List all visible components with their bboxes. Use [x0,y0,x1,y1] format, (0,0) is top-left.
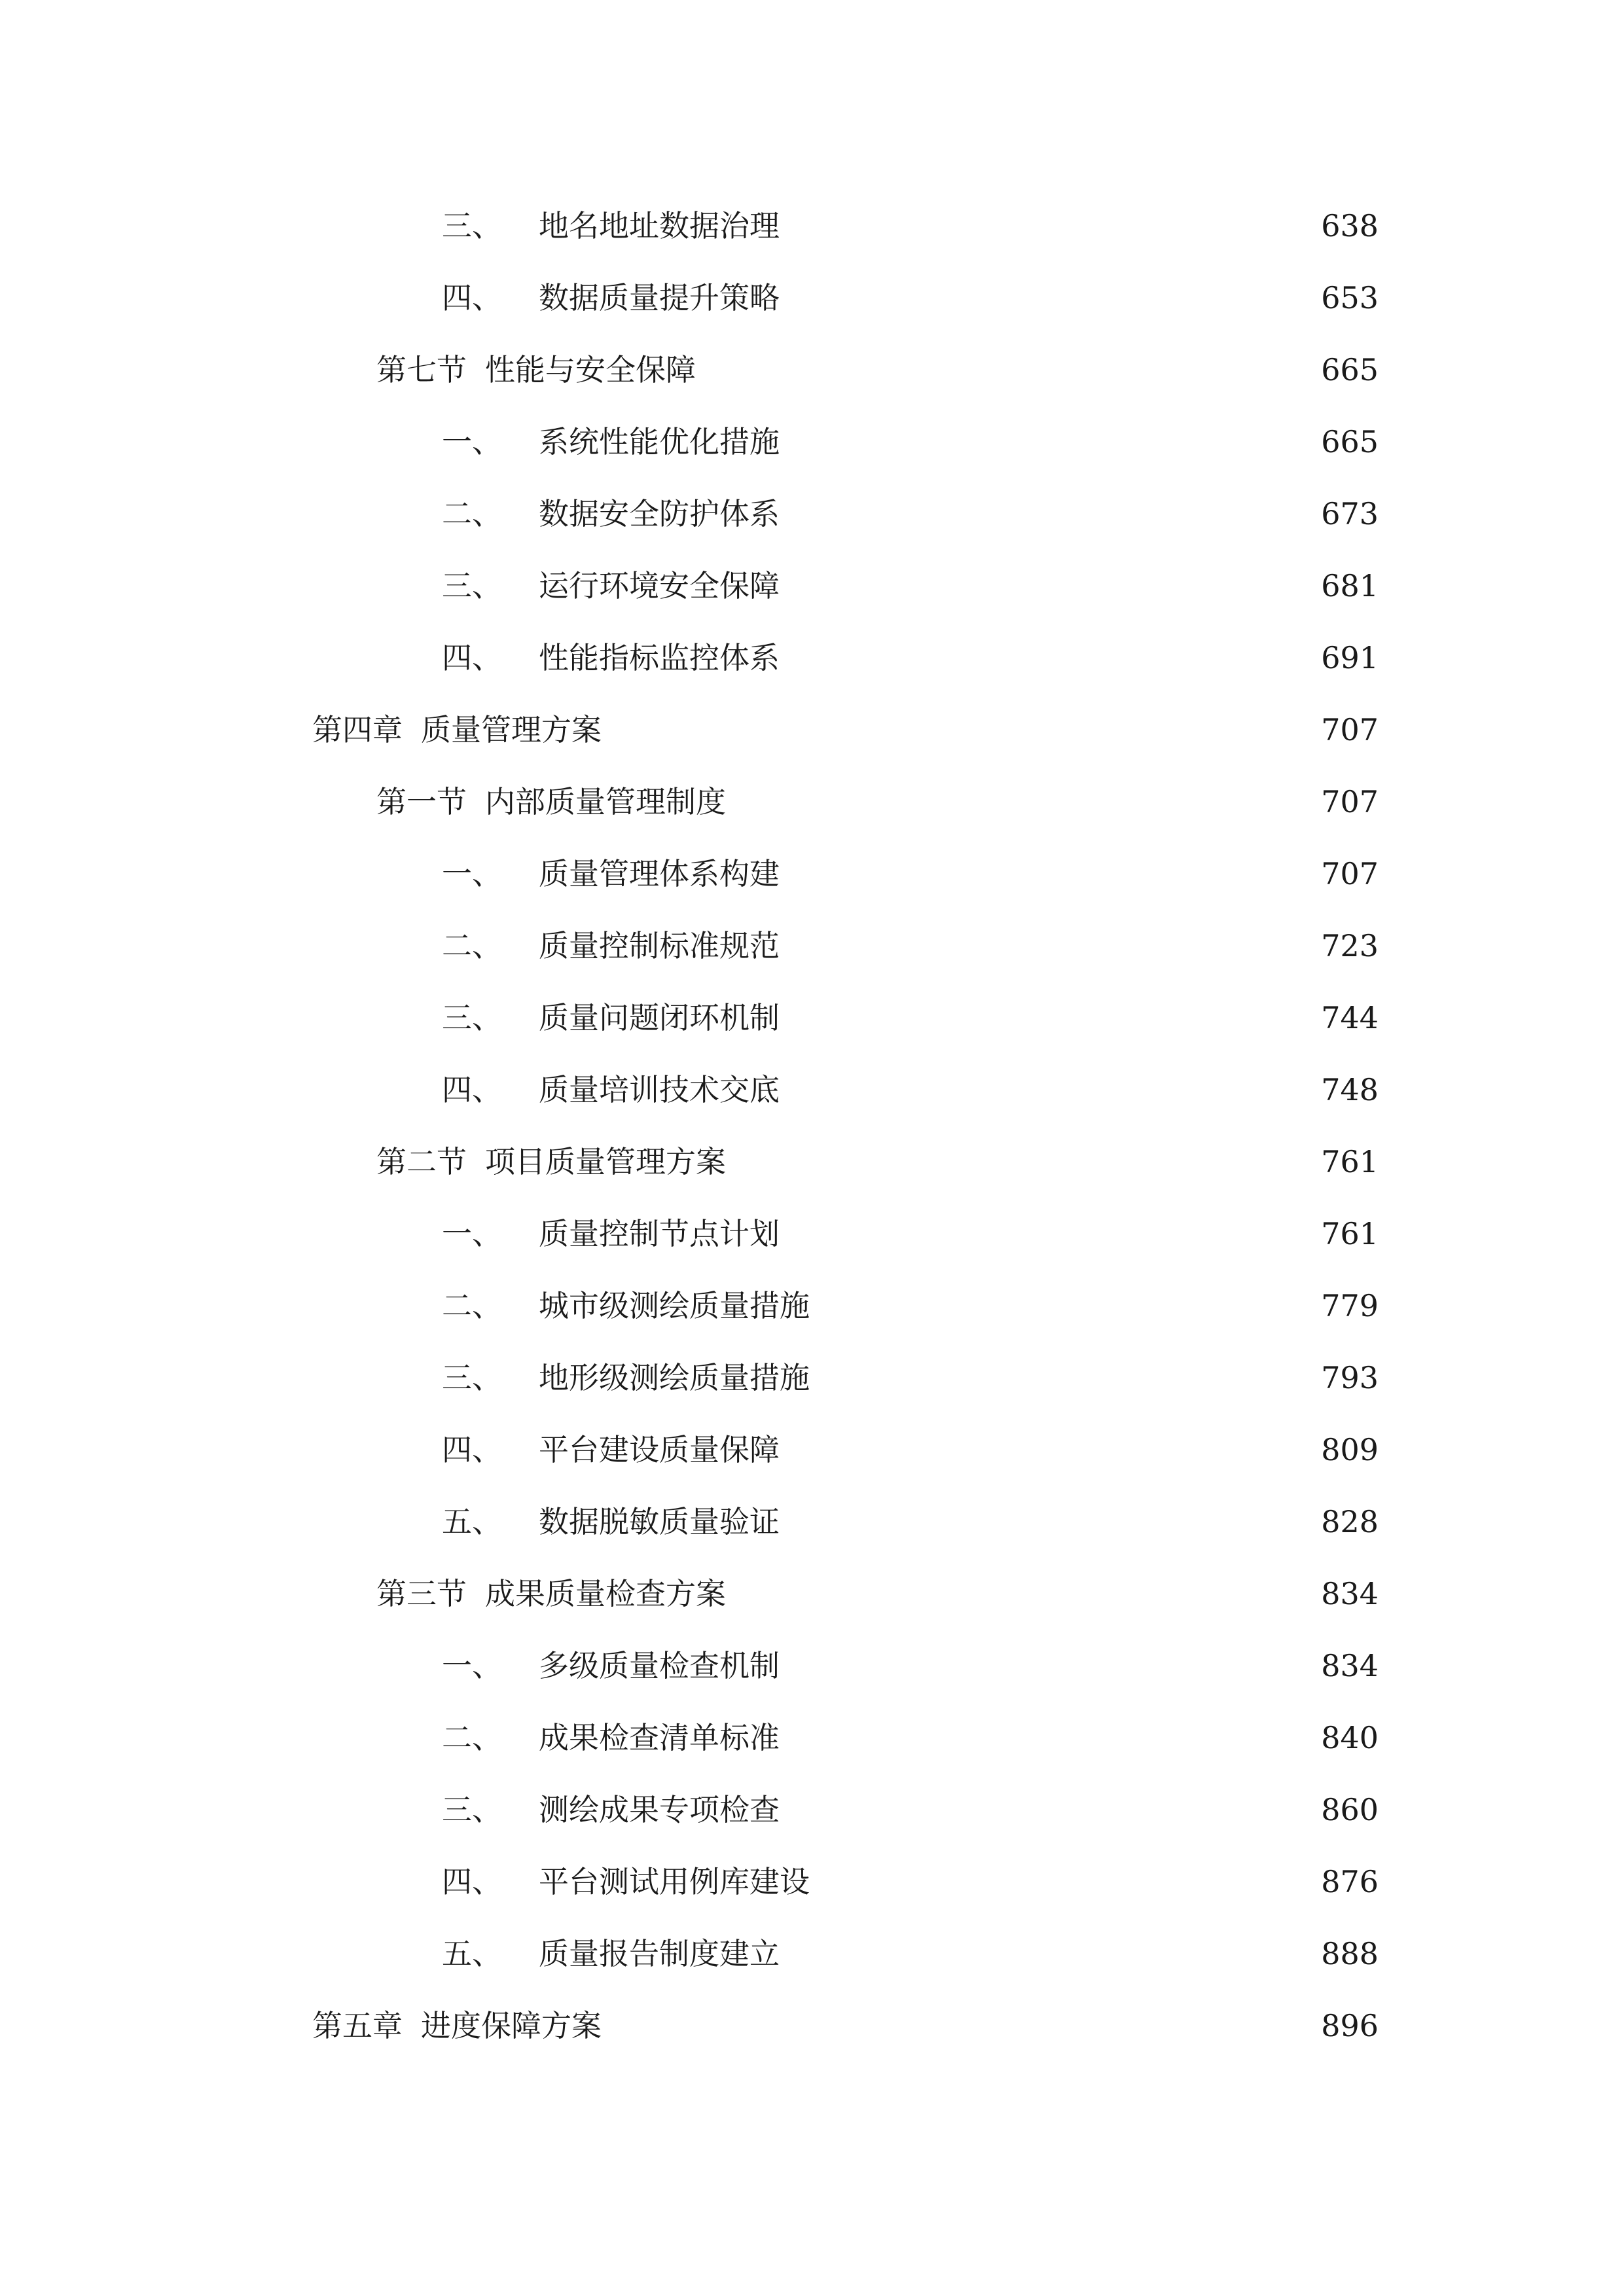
dot-leader [819,1363,1307,1393]
toc-entry-title: 成果质量检查方案 [485,1576,726,1611]
dot-leader [789,1507,1307,1537]
toc-entry-label [442,1072,780,1107]
toc-entry-number: 四、 [442,640,502,675]
toc-entry-number: 四、 [442,280,502,315]
toc-entry-level-3[interactable] [0,910,1624,982]
toc-entry-number: 二、 [442,928,502,963]
toc-entry-page-number: 779 [1321,1288,1379,1323]
toc-entry-number: 一、 [442,856,502,891]
toc-entry-label [442,1792,780,1827]
toc-entry-page-number: 828 [1321,1504,1379,1539]
toc-entry-level-3[interactable] [0,1198,1624,1270]
toc-entry-label [442,1000,780,1035]
toc-entry-level-3[interactable] [0,262,1624,334]
dot-leader [735,1579,1307,1609]
toc-entry-level-3[interactable] [0,1774,1624,1846]
toc-entry-level-2[interactable] [0,334,1624,406]
toc-entry-page-number: 744 [1321,1000,1379,1035]
toc-entry-page-number: 761 [1321,1216,1379,1251]
dot-leader [735,787,1307,817]
toc-entry-level-3[interactable] [0,1270,1624,1342]
toc-entry-number: 三、 [442,568,502,603]
toc-entry-level-3[interactable] [0,1054,1624,1126]
toc-entry-title: 数据安全防护体系 [539,496,780,531]
dot-leader [789,1723,1307,1753]
toc-entry-number: 三、 [442,208,502,243]
toc-entry-number: 第一节 [376,784,467,819]
toc-entry-label [442,208,780,243]
toc-entry-level-3[interactable] [0,982,1624,1054]
toc-entry-label [442,640,780,675]
toc-entry-level-3[interactable] [0,1486,1624,1558]
dot-leader [789,1219,1307,1249]
toc-entry-page-number: 809 [1321,1432,1379,1467]
toc-entry-page-number: 840 [1321,1720,1379,1755]
toc-entry-title: 性能指标监控体系 [539,640,780,675]
toc-entry-level-3[interactable] [0,550,1624,622]
toc-entry-page-number: 860 [1321,1792,1379,1827]
dot-leader [789,571,1307,601]
dot-leader [789,1795,1307,1825]
toc-entry-page-number: 793 [1321,1360,1379,1395]
dot-leader [819,1291,1307,1321]
toc-entry-level-3[interactable] [0,1414,1624,1486]
toc-entry-title: 系统性能优化措施 [539,424,780,459]
toc-entry-page-number: 707 [1321,784,1379,819]
toc-entry-label [442,1936,780,1971]
toc-entry-number: 二、 [442,1288,502,1323]
toc-entry-level-3[interactable] [0,1342,1624,1414]
dot-leader [789,427,1307,457]
toc-entry-label [442,928,780,963]
toc-entry-number: 第三节 [376,1576,467,1611]
toc-entry-page-number: 681 [1321,568,1379,603]
toc-entry-level-3[interactable] [0,838,1624,910]
toc-entry-label [442,280,780,315]
toc-entry-label [442,1216,780,1251]
toc-entry-page-number: 638 [1321,208,1379,243]
dot-leader [819,1867,1307,1897]
toc-entry-title: 平台测试用例库建设 [539,1864,810,1899]
toc-entry-label [376,1576,726,1611]
toc-entry-title: 运行环境安全保障 [539,568,780,603]
toc-entry-title: 城市级测绘质量措施 [539,1288,810,1323]
toc-entry-label [312,712,602,747]
toc-entry-level-3[interactable] [0,622,1624,694]
toc-entry-label [442,1432,780,1467]
toc-entry-label [442,568,780,603]
toc-entry-label [376,784,726,819]
toc-entry-title: 地名地址数据治理 [539,208,780,243]
toc-entry-level-2[interactable] [0,1558,1624,1630]
toc-entry-number: 三、 [442,1792,502,1827]
toc-entry-number: 二、 [442,1720,502,1755]
toc-entry-page-number: 691 [1321,640,1379,675]
toc-entry-page-number: 723 [1321,928,1379,963]
toc-entry-title: 测绘成果专项检查 [539,1792,780,1827]
toc-entry-number: 一、 [442,1216,502,1251]
toc-entry-page-number: 665 [1321,424,1379,459]
toc-entry-number: 五、 [442,1504,502,1539]
dot-leader [789,1075,1307,1105]
toc-entry-title: 平台建设质量保障 [539,1432,780,1467]
toc-entry-number: 一、 [442,1648,502,1683]
toc-entry-number: 第五章 [312,2008,403,2043]
toc-entry-label [442,424,780,459]
toc-entry-level-3[interactable] [0,1918,1624,1990]
toc-entry-page-number: 707 [1321,856,1379,891]
toc-entry-number: 四、 [442,1864,502,1899]
toc-entry-number: 二、 [442,496,502,531]
toc-entry-page-number: 896 [1321,2008,1379,2043]
toc-entry-title: 质量问题闭环机制 [539,1000,780,1035]
toc-entry-label [442,1288,810,1323]
toc-entry-level-3[interactable] [0,406,1624,478]
toc-entry-number: 第二节 [376,1144,467,1179]
toc-entry-page-number: 888 [1321,1936,1379,1971]
toc-entry-number: 五、 [442,1936,502,1971]
dot-leader [789,283,1307,313]
dot-leader [789,499,1307,529]
toc-entry-level-2[interactable] [0,766,1624,838]
toc-entry-title: 质量管理方案 [421,712,602,747]
dot-leader [789,1939,1307,1969]
toc-entry-level-1[interactable] [0,694,1624,766]
toc-entry-page-number: 665 [1321,352,1379,387]
toc-entry-page-number: 876 [1321,1864,1379,1899]
toc-entry-label [312,2008,602,2043]
toc-entry-page-number: 653 [1321,280,1379,315]
dot-leader [705,355,1307,385]
toc-entry-label [376,352,696,387]
toc-entry-number: 四、 [442,1072,502,1107]
toc-entry-label [442,1864,810,1899]
toc-entry-label [442,1720,780,1755]
toc-entry-title: 数据质量提升策略 [539,280,780,315]
dot-leader [611,2011,1307,2041]
toc-entry-page-number: 834 [1321,1576,1379,1611]
toc-entry-label [442,496,780,531]
toc-entry-page-number: 748 [1321,1072,1379,1107]
dot-leader [789,931,1307,961]
toc-entry-label [442,856,780,891]
dot-leader [789,1435,1307,1465]
toc-entry-title: 质量控制节点计划 [539,1216,780,1251]
toc-entry-title: 质量报告制度建立 [539,1936,780,1971]
table-of-contents [0,190,1624,2062]
toc-entry-number: 三、 [442,1360,502,1395]
dot-leader [789,1651,1307,1681]
toc-entry-label [376,1144,726,1179]
toc-entry-title: 进度保障方案 [421,2008,602,2043]
toc-entry-title: 数据脱敏质量验证 [539,1504,780,1539]
toc-entry-level-3[interactable] [0,190,1624,262]
toc-entry-level-3[interactable] [0,1846,1624,1918]
toc-entry-number: 三、 [442,1000,502,1035]
toc-entry-level-3[interactable] [0,1702,1624,1774]
toc-entry-level-3[interactable] [0,478,1624,550]
toc-entry-page-number: 707 [1321,712,1379,747]
dot-leader [789,211,1307,241]
toc-entry-page-number: 761 [1321,1144,1379,1179]
toc-entry-label [442,1360,810,1395]
toc-entry-label [442,1648,780,1683]
toc-entry-title: 性能与安全保障 [485,352,696,387]
toc-entry-title: 地形级测绘质量措施 [539,1360,810,1395]
toc-entry-number: 第七节 [376,352,467,387]
dot-leader [789,859,1307,889]
toc-entry-number: 一、 [442,424,502,459]
dot-leader [789,1003,1307,1033]
toc-entry-title: 成果检查清单标准 [539,1720,780,1755]
dot-leader [789,643,1307,673]
toc-entry-title: 质量控制标准规范 [539,928,780,963]
toc-entry-label [442,1504,780,1539]
toc-entry-title: 内部质量管理制度 [485,784,726,819]
toc-entry-title: 项目质量管理方案 [485,1144,726,1179]
toc-entry-number: 第四章 [312,712,403,747]
dot-leader [735,1147,1307,1177]
toc-entry-title: 多级质量检查机制 [539,1648,780,1683]
toc-entry-page-number: 673 [1321,496,1379,531]
toc-entry-title: 质量培训技术交底 [539,1072,780,1107]
toc-entry-level-1[interactable] [0,1990,1624,2062]
toc-entry-number: 四、 [442,1432,502,1467]
toc-entry-level-2[interactable] [0,1126,1624,1198]
toc-entry-page-number: 834 [1321,1648,1379,1683]
toc-entry-level-3[interactable] [0,1630,1624,1702]
toc-entry-title: 质量管理体系构建 [539,856,780,891]
dot-leader [611,715,1307,745]
